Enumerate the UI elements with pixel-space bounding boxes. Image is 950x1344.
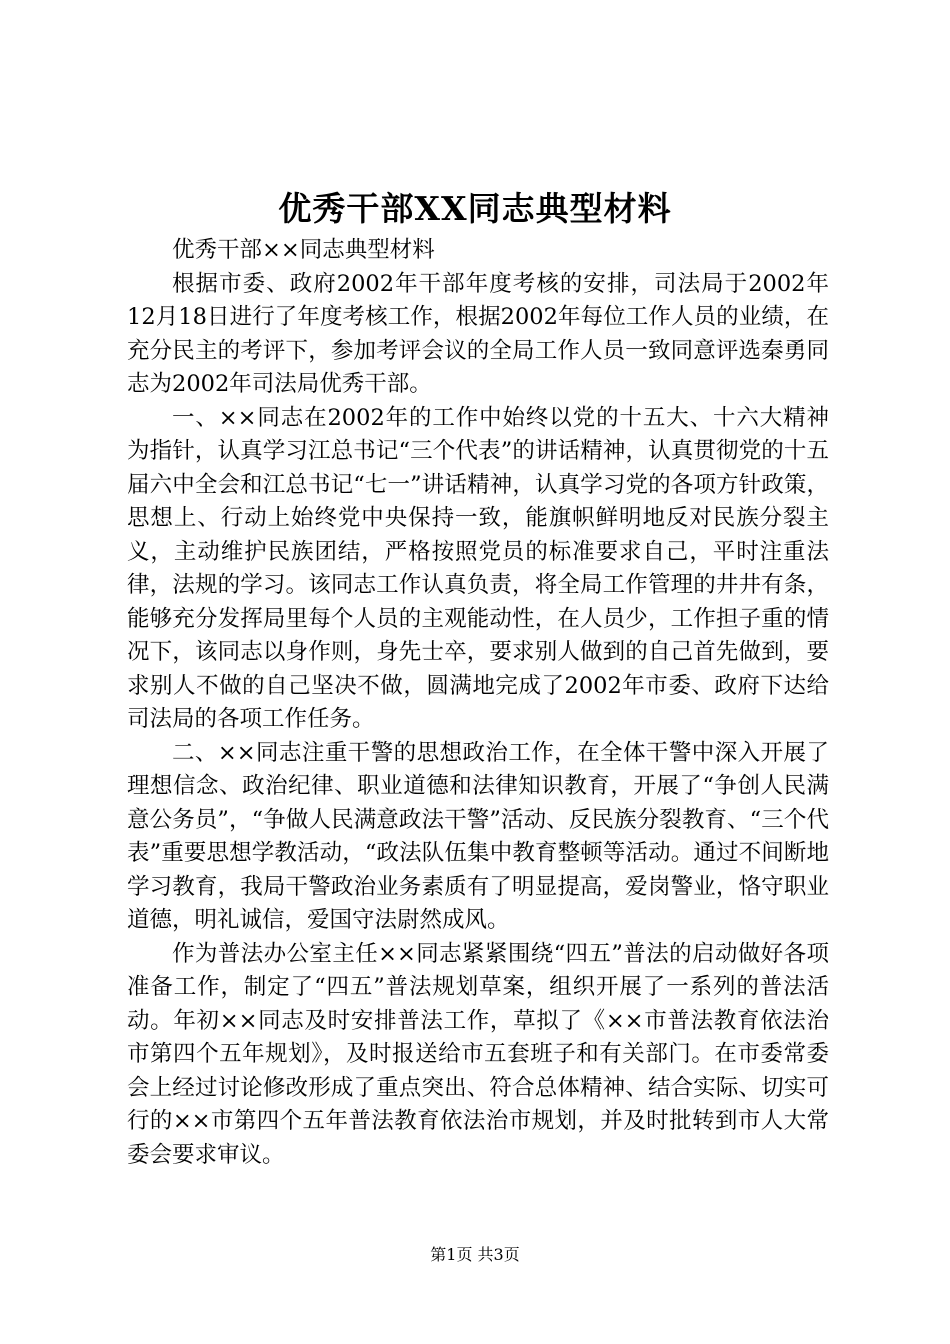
paragraph-section-one: 一、××同志在2002年的工作中始终以党的十五大、十六大精神为指针，认真学习江总书记“三个代表”的讲话精神，认真贯彻党的十五届六中全会和江总书记“七一”讲话精神，认真学习党的各项方针政策，思想上、行动上始终党中央保持一致，能旗帜鲜明地反对民族分裂主义，主动维护民族团结，严格按照党员的标准要求自己，平时注重法律，法规的学习。该同志工作认真负责，将全局工作管理的井井有条，能够充分发挥局里每个人员的主观能动性，在人员少，工作担子重的情况下，该同志以身作则，身先士卒，要求别人做到的自己首先做到，要求别人不做的自己坚决不做，圆满地完成了2002年市委、政府下达给司法局的各项工作任务。 [127, 404, 829, 732]
page-number: 第1页 共3页 [430, 1245, 520, 1264]
document-subtitle: 优秀干部××同志典型材料 [172, 237, 435, 263]
document-body [127, 234, 829, 1172]
document-title: 优秀干部XX同志典型材料 [278, 189, 672, 228]
paragraph-intro: 根据市委、政府2002年干部年度考核的安排，司法局于2002年12月18日进行了年度考核工作，根据2002年每位工作人员的业绩，在充分民主的考评下，参加考评会议的全局工作人员一致同意评选秦勇同志为2002年司法局优秀干部。 [127, 270, 829, 397]
paragraph-section-two: 二、××同志注重干警的思想政治工作，在全体干警中深入开展了理想信念、政治纪律、职业道德和法律知识教育，开展了“争创人民满意公务员”，“争做人民满意政法干警”活动、反民族分裂教育、“三个代表”重要思想学教活动，“政法队伍集中教育整顿等活动。通过不间断地学习教育，我局干警政治业务素质有了明显提高，爱岗警业，恪守职业道德，明礼诚信，爱国守法尉然成风。 [127, 739, 829, 933]
paragraph-legal-education: 作为普法办公室主任××同志紧紧围绕“四五”普法的启动做好各项准备工作，制定了“四五”普法规划草案，组织开展了一系列的普法活动。年初××同志及时安排普法工作，草拟了《××市普法教育依法治市第四个五年规划》，及时报送给市五套班子和有关部门。在市委常委会上经过讨论修改形成了重点突出、符合总体精神、结合实际、切实可行的××市第四个五年普法教育依法治市规划，并及时批转到市人大常委会要求审议。 [127, 940, 829, 1168]
